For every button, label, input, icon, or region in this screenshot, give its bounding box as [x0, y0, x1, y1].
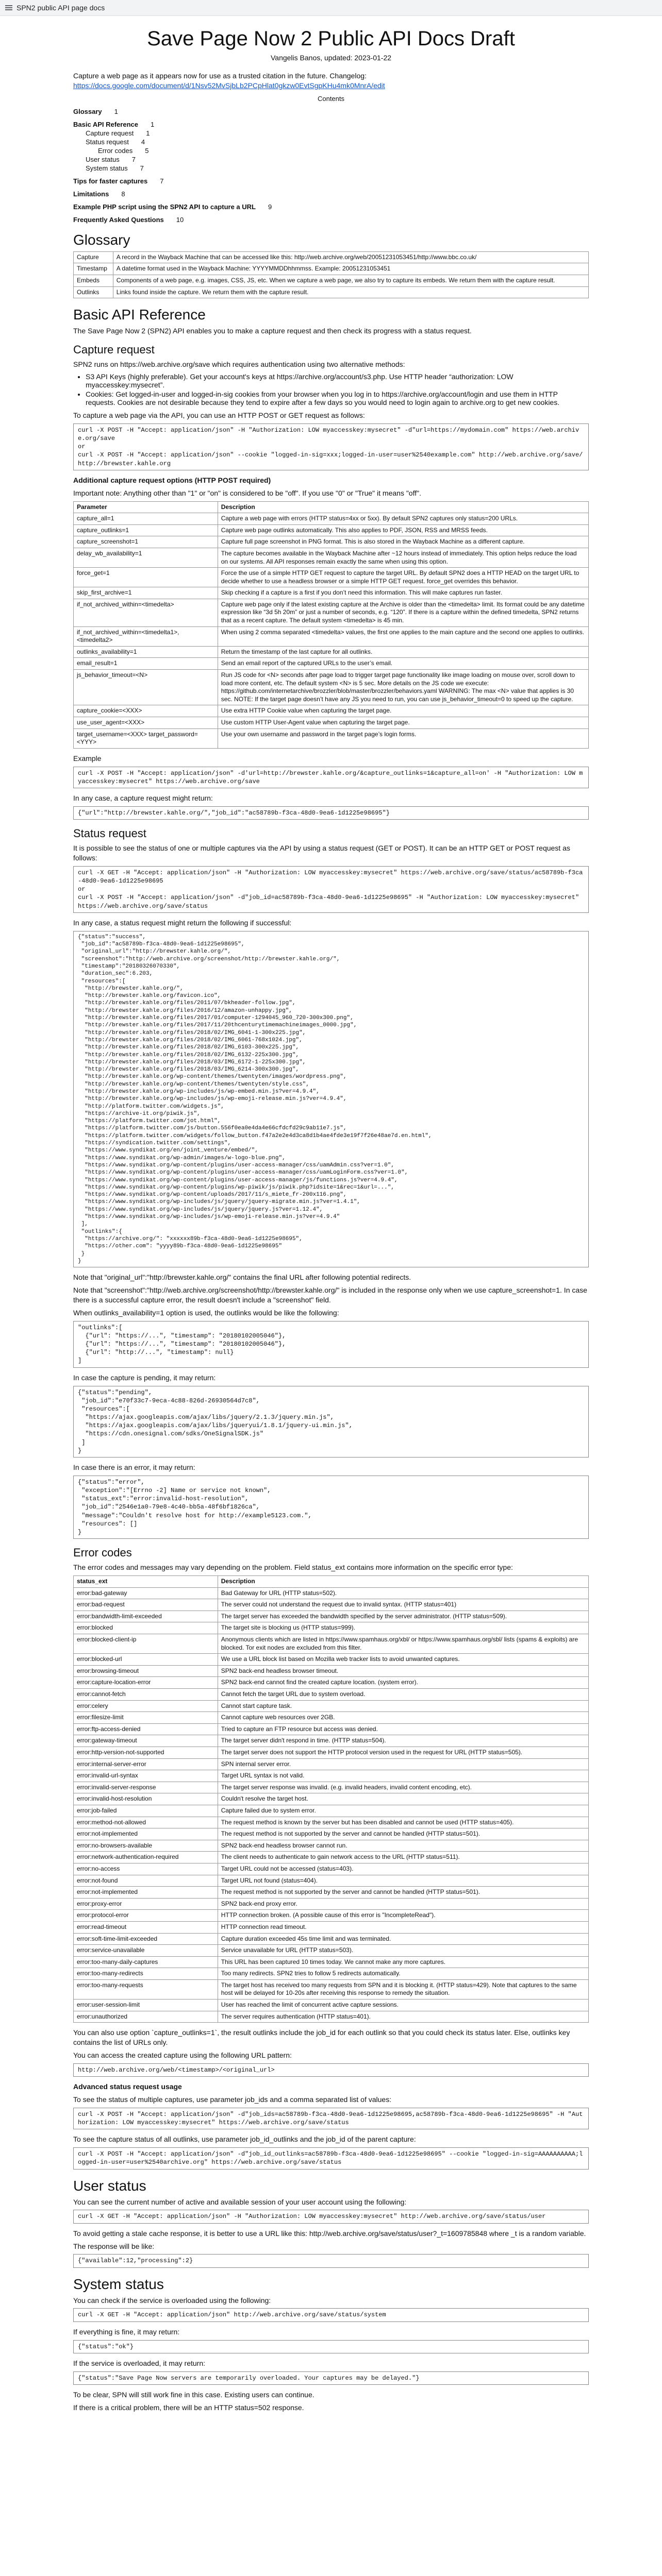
glossary-row-desc: A datetime format used in the Wayback Machine: YYYYMMDDhhmmss. Example: 20051231053451 — [113, 263, 588, 275]
toc-item[interactable] — [73, 108, 589, 115]
error-row-desc: The request method is known by the server but has been disabled and cannot be used (HTTP status=405). — [218, 1817, 588, 1828]
doc-top-bar — [0, 0, 662, 16]
param-row-desc: Return the timestamp of the last capture for all outlinks. — [218, 646, 588, 658]
param-row — [74, 728, 589, 748]
param-row — [74, 599, 589, 626]
glossary-row — [74, 286, 589, 298]
error-row-key: error:too-many-daily-captures — [74, 1956, 218, 1968]
toc-item[interactable] — [86, 138, 589, 146]
error-row — [74, 1805, 589, 1817]
basic-api-heading: Basic API Reference — [73, 307, 206, 323]
status-p4: Note that "screenshot":"http://web.archive.org/screenshot/http://brewster.kahle.org/" is included in the response only when we use capture_screenshot=1. In case there is a successful capture error, the result doesn't include a "screenshot" field. — [73, 1286, 587, 1304]
status-p2: In any case, a status request might return the following if successful: — [73, 918, 292, 927]
glossary-row-key: Timestamp — [74, 263, 113, 275]
error-row — [74, 1587, 589, 1599]
error-row-key: error:read-timeout — [74, 1921, 218, 1933]
param-row — [74, 513, 589, 525]
error-row-desc: The server could not understand the request due to invalid syntax. (HTTP status=401) — [218, 1599, 588, 1611]
toc-page-number: 8 — [121, 190, 125, 198]
status-code-4: {"status":"pending", "job_id":"e70f33c7-9eca-4c88-826d-26930564d7c8", "resources":[ "https://ajax.googleapis.com/ajax/libs/jquery/2.1.3/jquery.min.js", "https://ajax.googleapis.com/ajax/libs/jqueryui/1.8.1/jquery-ui.min.js", "https://cdn.onesignal.com/sdks/OneSignalSDK.js" ] } — [73, 1386, 589, 1458]
param-row-key: capture_screenshot=1 — [74, 536, 218, 548]
errors-code-1: http://web.archive.org/web/<timestamp>/<original_url> — [73, 2063, 589, 2077]
error-row-desc: The server requires authentication (HTTP status=401). — [218, 2011, 588, 2023]
system-p1: You can check if the service is overloaded using the following: — [73, 2296, 271, 2304]
param-row-key: capture_cookie=<XXX> — [74, 705, 218, 717]
capture-p1: SPN2 runs on https://web.archive.org/save which requires authentication using two alternative methods: — [73, 360, 405, 369]
toc-item[interactable] — [73, 121, 589, 128]
capture-options-note: Important note: Anything other than "1" or "on" is considered to be "off". If you use "0" or "True" it means "off". — [73, 488, 421, 497]
toc-item[interactable] — [73, 203, 589, 211]
error-row — [74, 2011, 589, 2023]
desc-header: Description — [218, 501, 588, 513]
toc-link[interactable]: User status — [86, 155, 120, 163]
error-row-key: error:no-browsers-available — [74, 1840, 218, 1852]
capture-p2: To capture a web page via the API, you can use an HTTP POST or GET request as follows: — [73, 411, 365, 419]
toc-link[interactable]: Capture request — [86, 129, 134, 137]
error-row-key: error:no-access — [74, 1863, 218, 1875]
error-row-key: error:not-implemented — [74, 1887, 218, 1899]
status-ext-header: status_ext — [74, 1576, 218, 1588]
error-row-desc: The client needs to authenticate to gain network access to the URL (HTTP status=511). — [218, 1852, 588, 1863]
capture-p3: In any case, a capture request might return: — [73, 794, 213, 803]
error-row-key: error:filesize-limit — [74, 1712, 218, 1724]
error-row-key: error:proxy-error — [74, 1898, 218, 1910]
error-row — [74, 1863, 589, 1875]
param-row-key: outlinks_availability=1 — [74, 646, 218, 658]
param-row-desc: Capture full page screenshot in PNG format. This is also stored in the Wayback Machine as a different capture. — [218, 536, 588, 548]
status-p6: In case the capture is pending, it may return: — [73, 1373, 216, 1382]
error-row-key: error:cannot-fetch — [74, 1689, 218, 1701]
param-row-desc: Use custom HTTP User-Agent value when capturing the target page. — [218, 717, 588, 729]
error-row-key: error:invalid-server-response — [74, 1782, 218, 1793]
error-row — [74, 1677, 589, 1689]
error-row — [74, 1968, 589, 1980]
error-row — [74, 1770, 589, 1782]
param-row-desc: Use your own username and password in the target page’s login forms. — [218, 728, 588, 748]
error-row — [74, 1793, 589, 1805]
toc-page-number: 10 — [176, 215, 184, 224]
error-row-desc: We use a URL block list based on Mozilla web tracker lists to avoid unwanted captures. — [218, 1654, 588, 1666]
toc-link[interactable]: Limitations — [73, 190, 109, 198]
error-row-key: error:capture-location-error — [74, 1677, 218, 1689]
status-code-2: {"status":"success", "job_id":"ac58789b-f3ca-48d0-9ea6-1d1225e98695", "original_url":"http://brewster.kahle.org/", "screenshot":"http://web.archive.org/screenshot/http://brewster.kahle.org/", "timestamp":"20180326070330", "duration_sec":6.203, "resources":[ "http://brewster.kahle.org/", "http://brewster.kahle.org/favicon.ico", "http://brewster.kahle.org/files/2011/07/bkheader-follow.jpg", "http://brewster.kahle.org/files/2016/12/amazon-unhappy.jpg", "http://brewster.kahle.org/files/2017/01/computer-1294045_960_720-300x300.png", "http://brewster.kahle.org/files/2017/11/20thcenturytimemachineimages_0000.jpg", "http://brewster.kahle.org/files/2018/02/IMG_6041-1-300x225.jpg", "http://brewster.kahle.org/files/2018/02/IMG_6061-768x1024.jpg", "http://brewster.kahle.org/files/2018/02/IMG_6103-300x225.jpg", "http://brewster.kahle.org/files/2018/02/IMG_6132-225x300.jpg", "http://brewster.kahle.org/files/2018/03/IMG_6172-1-225x300.jpg", "http://brewster.kahle.org/files/2018/03/IMG_6214-300x300.jpg", "http://brewster.kahle.org/wp-content/themes/twentyten/images/wordpress.png", "http://brewster.kahle.org/wp-content/themes/twentyten/style.css", "http://brewster.kahle.org/wp-includes/js/wp-embed.min.js?ver=4.9.4", "http://brewster.kahle.org/wp-includes/js/wp-emoji-release.min.js?ver=4.9.4", "http://platform.twitter.com/widgets.js", "https://archive-it.org/piwik.js", "https://platform.twitter.com/jot.html", "https://platform.twitter.com/js/button.556f0ea0e4da4e66cfdcfd29c9ab11e7.js", "https://platform.twitter.com/widgets/follow_button.f47a2e2e4d3ca8d1b4ae4fde3e19f7f26e48ae7d.en.html", "https://syndication.twitter.com/settings", "https://www.syndikat.org/en/joint_venture/embed/", "https://www.syndikat.org/wp-admin/images/w-logo-blue.png", "https://www.syndikat.org/wp-content/plugins/user-access-manager/css/uamAdmin.css?ver=1.0", "https://www.syndikat.org/wp-content/plugins/user-access-manager/css/uamLoginForm.css?ver=1.0", "https://www.syndikat.org/wp-content/plugins/user-access-manager/js/functions.js?ver=4.9.4", "https://www.syndikat.org/wp-content/plugins/wp-piwik/js/piwik.php?idsite=1&rec=1&url=...", "https://www.syndikat.org/wp-content/uploads/2017/11/s_miete_fr-200x116.png", "https://www.syndikat.org/wp-includes/js/jquery/jquery-migrate.min.js?ver=1.4.1", "https://www.syndikat.org/wp-includes/js/jquery/jquery.js?ver=1.12.4", "https://www.syndikat.org/wp-includes/js/wp-emoji-release.min.js?ver=4.9.4" ], "outlinks":{ "https://archive.org/": "xxxxxx89b-f3ca-48d0-9ea6-1d1225e98695", "https://other.com": "yyyy89b-f3ca-48d0-9ea6-1d1225e98695" } } — [73, 931, 589, 1267]
advanced-status-p2: To see the capture status of all outlinks, use parameter job_id_outlinks and the job_id of the parent capture: — [73, 2135, 416, 2144]
error-row-desc: HTTP connection broken. (A possible cause of this error is "IncompleteRead"). — [218, 1910, 588, 1922]
toc-item[interactable] — [73, 216, 589, 224]
status-p5: When outlinks_availability=1 option is used, the outlinks would be like the following: — [73, 1308, 339, 1317]
status-code-3: "outlinks":[ {"url": "https://...", "timestamp": "20180102005046"}, {"url": "https://...", "timestamp": "20180102005046"}, {"url": "http://...", "timestamp": null} ] — [73, 1321, 589, 1368]
error-row-key: error:invalid-host-resolution — [74, 1793, 218, 1805]
capture-code-1: curl -X POST -H "Accept: application/json" -H "Authorization: LOW myaccesskey:mysecret" -d"url=https://mydomain.com" https://web.archive.org/save or curl -X POST -H "Accept: application/json" --cookie "logged-in-sig=xxx;logged-in-user=user%2540example.com" http://web.archive.org/save/http://brewster.kahle.org — [73, 423, 589, 470]
error-row — [74, 1735, 589, 1747]
error-row — [74, 1758, 589, 1770]
status-p7: In case there is an error, it may return: — [73, 1463, 195, 1471]
user-p3: The response will be like: — [73, 2242, 155, 2250]
param-row-key: if_not_archived_within=<timedelta> — [74, 599, 218, 626]
glossary-row — [74, 251, 589, 263]
error-row-key: error:internal-server-error — [74, 1758, 218, 1770]
param-row-key: capture_all=1 — [74, 513, 218, 525]
error-row-desc: HTTP connection read timeout. — [218, 1921, 588, 1933]
glossary-row-key: Capture — [74, 251, 113, 263]
auth-methods-list — [86, 372, 589, 406]
error-row-desc: Bad Gateway for URL (HTTP status=502). — [218, 1587, 588, 1599]
error-row — [74, 1817, 589, 1828]
toc-page-number: 5 — [145, 146, 149, 155]
toc-link[interactable]: Basic API Reference — [73, 120, 138, 128]
param-row — [74, 717, 589, 729]
error-row-desc: SPN internal server error. — [218, 1758, 588, 1770]
param-row — [74, 524, 589, 536]
error-codes-intro: The error codes and messages may vary depending on the problem. Field status_ext contains more information on the specific error type: — [73, 1563, 513, 1572]
param-row-key: skip_first_archive=1 — [74, 587, 218, 599]
error-row — [74, 1933, 589, 1945]
param-row-key: use_user_agent=<XXX> — [74, 717, 218, 729]
error-row-key: error:blocked-client-ip — [74, 1634, 218, 1654]
toc-page-number: 7 — [131, 155, 136, 163]
glossary-row-desc: Links found inside the capture. We return them with the capture result. — [113, 286, 588, 298]
param-header: Parameter — [74, 501, 218, 513]
error-row-key: error:blocked-url — [74, 1654, 218, 1666]
error-row-key: error:not-implemented — [74, 1828, 218, 1840]
error-row-desc: The target server didn't respond in time. (HTTP status=504). — [218, 1735, 588, 1747]
param-row-key: js_behavior_timeout=<N> — [74, 670, 218, 705]
error-row-desc: Cannot fetch the target URL due to system overload. — [218, 1689, 588, 1701]
error-row — [74, 1634, 589, 1654]
menu-icon[interactable] — [5, 5, 12, 10]
error-row — [74, 1665, 589, 1677]
param-row — [74, 568, 589, 587]
toc-page-number: 1 — [114, 107, 118, 115]
toc-item[interactable] — [86, 164, 589, 172]
error-row-desc: The target host has received too many requests from SPN and it is blocking it. (HTTP status=429). Note that captures to the same host will be delayed for 10-20s after receiving this response to remedy the situation. — [218, 1979, 588, 1999]
param-row-desc: Use extra HTTP Cookie value when capturing the target page. — [218, 705, 588, 717]
error-row-desc: Cannot start capture task. — [218, 1700, 588, 1712]
param-row-key: force_get=1 — [74, 568, 218, 587]
error-row-key: error:gateway-timeout — [74, 1735, 218, 1747]
example-label: Example — [73, 754, 102, 762]
error-row-desc: Target URL not found (status=404). — [218, 1875, 588, 1887]
error-row-desc: The request method is not supported by the server and cannot be handled (HTTP status=501). — [218, 1887, 588, 1899]
toc-page-number: 1 — [150, 120, 155, 128]
param-row-desc: The capture becomes available in the Wayback Machine after ~12 hours instead of immediately. This option helps reduce the load on our systems. All API responses remain exactly the same when using this option. — [218, 548, 588, 567]
system-code-2: {"status":"ok"} — [73, 2340, 589, 2353]
capture-heading: Capture request — [73, 343, 155, 357]
toc-link[interactable]: Glossary — [73, 107, 102, 115]
toc-link[interactable]: Error codes — [98, 146, 133, 155]
auth-method-item: • Cookies: Get logged-in-user and logged-in-sig cookies from your browser when you log in to https://archive.org/account/login and use them in HTTP requests. Cookies are not desirable because they tend to expire after a few days so you would need to login again to archive.org to get new cookies. — [86, 390, 589, 406]
document-body — [73, 27, 589, 2413]
user-code-2: {"available":12,"processing":2} — [73, 2254, 589, 2267]
toc-item[interactable] — [73, 190, 589, 198]
error-row-desc: Target URL could not be accessed (status=403). — [218, 1863, 588, 1875]
error-row — [74, 1611, 589, 1622]
error-row-key: error:http-version-not-supported — [74, 1747, 218, 1759]
glossary-row-key: Embeds — [74, 275, 113, 286]
error-row-key: error:bandwidth-limit-exceeded — [74, 1611, 218, 1622]
error-desc-header: Description — [218, 1576, 588, 1588]
error-row-desc: The target server response was invalid. (e.g. invalid headers, invalid content encoding, etc). — [218, 1782, 588, 1793]
intro-paragraph: Capture a web page as it appears now for use as a trusted citation in the future. Changelog: https://docs.google.com/document/d/1Nsv52MvSjbLb2PCpHlat0gkzw0EvtSgpKHu4mk0MnrA/edit — [73, 72, 385, 90]
error-row — [74, 1887, 589, 1899]
toc-page-number: 7 — [140, 164, 144, 172]
toc-item[interactable] — [73, 177, 589, 185]
error-codes-table — [73, 1575, 589, 2023]
error-row-desc: SPN2 back-end proxy error. — [218, 1898, 588, 1910]
error-codes-heading: Error codes — [73, 1546, 132, 1560]
user-p2: To avoid getting a stale cache response, it is better to use a URL like this: http://web.archive.org/save/status/user?_t=1609785848 where _t is a random variable. — [73, 2229, 586, 2238]
toc-link[interactable]: Tips for faster captures — [73, 177, 148, 185]
user-p1: You can see the current number of active and available session of your user account using the following: — [73, 2197, 407, 2206]
error-row-desc: User has reached the limit of concurrent active capture sessions. — [218, 1999, 588, 2011]
error-row-key: error:browsing-timeout — [74, 1665, 218, 1677]
contents-label: Contents — [317, 94, 345, 103]
glossary-heading: Glossary — [73, 231, 130, 248]
error-row-key: error:too-many-requests — [74, 1979, 218, 1999]
error-row-key: error:user-session-limit — [74, 1999, 218, 2011]
error-row-desc: The request method is not supported by the server and cannot be handled (HTTP status=501). — [218, 1828, 588, 1840]
capture-options-heading: Additional capture request options (HTTP POST required) — [73, 476, 271, 484]
glossary-row — [74, 263, 589, 275]
toc-link[interactable]: Example PHP script using the SPN2 API to capture a URL — [73, 202, 256, 211]
param-row-key: delay_wb_availability=1 — [74, 548, 218, 567]
error-row-key: error:bad-gateway — [74, 1587, 218, 1599]
param-row-desc: Force the use of a simple HTTP GET request to capture the target URL. By default SPN2 does a HTTP HEAD on the target URL to decide whether to use a headless browser or a simple HTTP GET request. force_get overrides this behavior. — [218, 568, 588, 587]
glossary-row-desc: A record in the Wayback Machine that can be accessed like this: http://web.archive.org/web/20051231053451/http://www.bbc.co.uk/ — [113, 251, 588, 263]
error-row-desc: Capture duration exceeded 45s time limit and was terminated. — [218, 1933, 588, 1945]
errors-p2: You can also use option `capture_outlinks=1`, the result outlinks include the job_id for each outlink so that you could check its status later. Else, outlinks key contains the list of URLs only. — [73, 2028, 570, 2047]
error-row-key: error:blocked — [74, 1622, 218, 1634]
error-row — [74, 1712, 589, 1724]
error-row-desc: Target URL syntax is not valid. — [218, 1770, 588, 1782]
capture-options-table — [73, 501, 589, 749]
system-status-heading: System status — [73, 2276, 164, 2292]
param-row-key: target_username=<XXX> target_password=<YYY> — [74, 728, 218, 748]
error-row-key: error:protocol-error — [74, 1910, 218, 1922]
error-row — [74, 1599, 589, 1611]
error-row — [74, 1747, 589, 1759]
system-p2: If everything is fine, it may return: — [73, 2327, 180, 2336]
error-row — [74, 1956, 589, 1968]
toc-link[interactable]: System status — [86, 164, 128, 172]
error-row-desc: SPN2 back-end headless browser cannot run. — [218, 1840, 588, 1852]
toc-page-number: 9 — [268, 202, 272, 211]
error-row-key: error:ftp-access-denied — [74, 1723, 218, 1735]
error-row-key: error:too-many-redirects — [74, 1968, 218, 1980]
error-row — [74, 1921, 589, 1933]
toc-item[interactable] — [86, 156, 589, 163]
error-row — [74, 1723, 589, 1735]
param-row — [74, 646, 589, 658]
param-row-desc: Run JS code for <N> seconds after page load to trigger target page functionality like image loading on mouse over, scroll down to load more content, etc. The default system <N> is 5 sec. More details on the JS code we execute: https://github.com/internetarchive/brozzler/blob/master/brozzler/behaviors.yaml WARNING: The max <N> value that applies is 30 sec. NOTE: If the target page doesn’t have any JS you need to run, you can use js_behavior_timeout=0 to speed up the capture. — [218, 670, 588, 705]
glossary-row-desc: Components of a web page, e.g. images, CSS, JS, etc. When we capture a web page, we also try to capture its embeds. We return them with the capture result. — [113, 275, 588, 286]
error-row-desc: The target server has exceeded the bandwidth specified by the server administrator. (HTTP status=509). — [218, 1611, 588, 1622]
error-row-key: error:network-authentication-required — [74, 1852, 218, 1863]
error-row — [74, 1999, 589, 2011]
param-row-desc: When using 2 comma separated <timedelta> values, the first one applies to the main capture and the second one applies to outlinks. — [218, 626, 588, 646]
status-p3: Note that "original_url":"http://brewster.kahle.org/" contains the final URL after following potential redirects. — [73, 1273, 411, 1282]
auth-method-item: • S3 API Keys (highly preferable). Get your account's keys at https://archive.org/account/s3.php. Use HTTP header “authorization: LOW myaccesskey:mysecret”. — [86, 372, 589, 389]
error-row — [74, 1622, 589, 1634]
error-row-desc: SPN2 back-end headless browser timeout. — [218, 1665, 588, 1677]
doc-author: Vangelis Banos, updated: 2023-01-22 — [270, 54, 392, 62]
error-row — [74, 1840, 589, 1852]
param-row-desc: Skip checking if a capture is a first if you don’t need this information. This will make captures run faster. — [218, 587, 588, 599]
changelog-link[interactable]: https://docs.google.com/document/d/1Nsv52MvSjbLb2PCpHlat0gkzw0EvtSgpKHu4mk0MnrA/edit — [73, 81, 385, 90]
error-row-desc: Capture failed due to system error. — [218, 1805, 588, 1817]
error-row — [74, 1689, 589, 1701]
error-row — [74, 1828, 589, 1840]
errors-code-3: curl -X POST -H "Accept: application/json" -d"job_id_outlinks=ac58789b-f3ca-48d0-9ea6-1d1225e98695" --cookie "logged-in-sig=AAAAAAAAAA;logged-in-user=user%2540archive.org" https://web.archive.org/save/status — [73, 2147, 589, 2169]
basic-intro: The Save Page Now 2 (SPN2) API enables you to make a capture request and then check its progress with a status request. — [73, 327, 472, 335]
system-code-3: {"status":"Save Page Now servers are temporarily overloaded. Your captures may be delayed."} — [73, 2371, 589, 2385]
error-row — [74, 1945, 589, 1957]
capture-code-3: {"url":"http://brewster.kahle.org/","job_id":"ac58789b-f3ca-48d0-9ea6-1d1225e98695"} — [73, 806, 589, 820]
error-row — [74, 1979, 589, 1999]
error-row-key: error:not-found — [74, 1875, 218, 1887]
error-row — [74, 1782, 589, 1793]
capture-code-2: curl -X POST -H "Accept: application/json" -d'url=http://brewster.kahle.org/&capture_outlinks=1&capture_all=on' -H "Authorization: LOW myaccesskey:mysecret" https://web.archive.org/save — [73, 767, 589, 788]
system-p5: If there is a critical problem, there will be an HTTP status=502 response. — [73, 2403, 304, 2412]
toc-link[interactable]: Frequently Asked Questions — [73, 215, 164, 224]
system-p4: To be clear, SPN will still work fine in this case. Existing users can continue. — [73, 2390, 315, 2399]
user-status-heading: User status — [73, 2177, 146, 2194]
error-row — [74, 1898, 589, 1910]
toc-link[interactable]: Status request — [86, 138, 129, 146]
error-row — [74, 1654, 589, 1666]
param-row-desc: Capture a web page with errors (HTTP status=4xx or 5xx). By default SPN2 captures only status=200 URLs. — [218, 513, 588, 525]
toc-page-number: 4 — [141, 138, 145, 146]
error-row-desc: Anonymous clients which are listed in https://www.spamhaus.org/xbl/ or https://www.spamhaus.org/sbl/ lists (spams & exploits) are blocked. Tor exit nodes are excluded from this filter. — [218, 1634, 588, 1654]
error-row-desc: Cannot capture web resources over 2GB. — [218, 1712, 588, 1724]
error-row-key: error:soft-time-limit-exceeded — [74, 1933, 218, 1945]
doc-tab-title: SPN2 public API page docs — [16, 4, 105, 12]
status-code-5: {"status":"error", "exception":"[Errno -2] Name or service not known", "status_ext":"error:invalid-host-resolution", "job_id":"2546e1a0-79e8-4c40-bb5a-48f6bf1826ca", "message":"Couldn't resolve host for http://example5123.com.", "resources": [] } — [73, 1476, 589, 1539]
system-p3: If the service is overloaded, it may return: — [73, 2359, 205, 2367]
param-row — [74, 536, 589, 548]
param-row-desc: Capture web page outlinks automatically. This also applies to PDF, JSON, RSS and MRSS feeds. — [218, 524, 588, 536]
advanced-status-p: To see the status of multiple captures, use parameter job_ids and a comma separated list of values: — [73, 2095, 392, 2104]
advanced-status-heading: Advanced status request usage — [73, 2082, 182, 2091]
error-row — [74, 1910, 589, 1922]
param-row-key: capture_outlinks=1 — [74, 524, 218, 536]
param-row — [74, 626, 589, 646]
error-row-desc: The target site is blocking us (HTTP status=999). — [218, 1622, 588, 1634]
error-row — [74, 1875, 589, 1887]
error-row-key: error:job-failed — [74, 1805, 218, 1817]
param-row — [74, 705, 589, 717]
param-row — [74, 587, 589, 599]
param-row-key: if_not_archived_within=<timedelta1>,<timedelta2> — [74, 626, 218, 646]
error-row — [74, 1852, 589, 1863]
errors-code-2: curl -X POST -H "Accept: application/json" -d"job_ids=ac58789b-f3ca-48d0-9ea6-1d1225e98695,ac58789b-f3ca-48d0-9ea6-1d1225e98695" -H "Authorization: LOW myaccesskey:mysecret" https://web.archive.org/save/status — [73, 2108, 589, 2129]
error-row-key: error:celery — [74, 1700, 218, 1712]
param-row — [74, 670, 589, 705]
error-row-key: error:service-unavailable — [74, 1945, 218, 1957]
error-row-key: error:unauthorized — [74, 2011, 218, 2023]
glossary-row — [74, 275, 589, 286]
status-heading: Status request — [73, 827, 146, 840]
error-row-desc: This URL has been captured 10 times today. We cannot make any more captures. — [218, 1956, 588, 1968]
doc-title: Save Page Now 2 Public API Docs Draft — [147, 27, 515, 50]
param-row-key: email_result=1 — [74, 658, 218, 670]
error-row-desc: Tried to capture an FTP resource but access was denied. — [218, 1723, 588, 1735]
glossary-row-key: Outlinks — [74, 286, 113, 298]
error-row-desc: SPN2 back-end cannot find the created capture location. (system error). — [218, 1677, 588, 1689]
param-row — [74, 658, 589, 670]
toc-item[interactable] — [98, 147, 589, 155]
error-row — [74, 1700, 589, 1712]
param-row-desc: Send an email report of the captured URLs to the user’s email. — [218, 658, 588, 670]
glossary-table — [73, 251, 589, 298]
user-code-1: curl -X GET -H "Accept: application/json" -H "Authorization: LOW myaccesskey:mysecret" http://web.archive.org/save/status/user — [73, 2210, 589, 2223]
toc-page-number: 1 — [146, 129, 150, 137]
error-row-desc: Service unavailable for URL (HTTP status=503). — [218, 1945, 588, 1957]
toc-item[interactable] — [86, 129, 589, 137]
error-row-key: error:bad-request — [74, 1599, 218, 1611]
status-p1: It is possible to see the status of one or multiple captures via the API by using a status request (GET or POST). It can be an HTTP GET or POST request as follows: — [73, 844, 570, 862]
param-row-desc: Capture web page only if the latest existing capture at the Archive is older than the <timedelta> limit. Its format could be any datetime expression like “3d 5h 20m” or just a number of seconds, e.g. “120”. If there is a capture within the defined timedelta, SPN2 returns that as a recent capture. The default system <timedelta> is 45 min. — [218, 599, 588, 626]
toc-page-number: 7 — [160, 177, 164, 185]
error-row-desc: The target server does not support the HTTP protocol version used in the request for URL (HTTP status=505). — [218, 1747, 588, 1759]
error-row-key: error:method-not-allowed — [74, 1817, 218, 1828]
errors-p3: You can access the created capture using the following URL pattern: — [73, 2051, 292, 2060]
error-row-desc: Couldn't resolve the target host. — [218, 1793, 588, 1805]
status-code-1: curl -X GET -H "Accept: application/json" -H "Authorization: LOW myaccesskey:mysecret" https://web.archive.org/save/status/ac58789b-f3ca-48d0-9ea6-1d1225e98695 or curl -X POST -H "Accept: application/json" -d"job_id=ac58789b-f3ca-48d0-9ea6-1d1225e98695" -H "Authorization: LOW myaccesskey:mysecret" https://web.archive.org/save/status — [73, 866, 589, 913]
table-of-contents — [73, 108, 589, 224]
system-code-1: curl -X GET -H "Accept: application/json" http://web.archive.org/save/status/system — [73, 2308, 589, 2321]
error-row-key: error:invalid-url-syntax — [74, 1770, 218, 1782]
error-row-desc: Too many redirects. SPN2 tries to follow 5 redirects automatically. — [218, 1968, 588, 1980]
param-row — [74, 548, 589, 567]
